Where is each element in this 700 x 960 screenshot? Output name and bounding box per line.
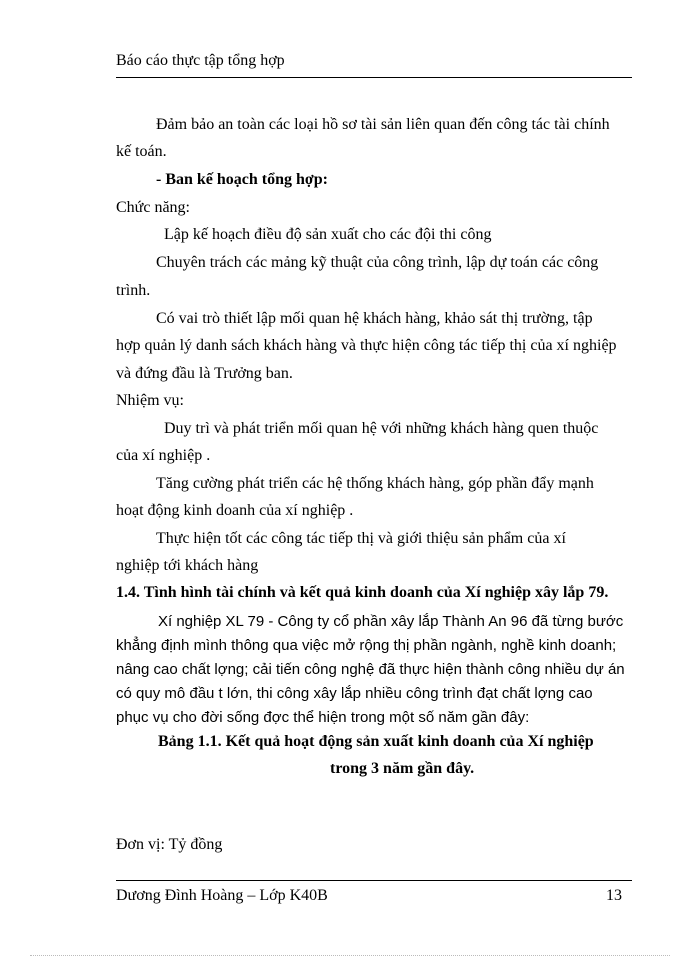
header-rule (116, 77, 632, 78)
paragraph-line: Thực hiện tốt các công tác tiếp thị và giới thiệu sản phẩm của xí (156, 530, 566, 547)
footer-author: Dương Đình Hoàng – Lớp K40B (116, 887, 328, 904)
paragraph-line: nghiệp tới khách hàng (116, 557, 259, 574)
paragraph-line: có quy mô đầu t lớn, thi công xây lắp nhiều công trình đạt chất lợng cao (116, 685, 593, 702)
paragraph-line: kế toán. (116, 143, 167, 160)
label-nhiem-vu: Nhiệm vụ: (116, 392, 184, 409)
paragraph-line: Lập kế hoạch điều độ sản xuất cho các đội thi công (164, 226, 492, 243)
page-number: 13 (606, 887, 622, 904)
section-heading: 1.4. Tình hình tài chính và kết quả kinh doanh của Xí nghiệp xây lắp 79. (116, 584, 609, 601)
paragraph-line: phục vụ cho đời sống đợc thể hiện trong một số năm gần đây: (116, 709, 530, 726)
unit-label: Đơn vị: Tỷ đồng (116, 836, 223, 853)
label-chuc-nang: Chức năng: (116, 199, 190, 216)
paragraph-line: Duy trì và phát triển mối quan hệ với những khách hàng quen thuộc (164, 420, 599, 437)
table-caption: trong 3 năm gần đây. (330, 760, 475, 777)
paragraph-line: Xí nghiệp XL 79 - Công ty cổ phần xây lắp Thành An 96 đã từng bước (158, 613, 624, 630)
page-header: Báo cáo thực tập tổng hợp (116, 52, 285, 69)
page-border (30, 955, 670, 956)
paragraph-line: hợp quản lý danh sách khách hàng và thực hiện công tác tiếp thị của xí nghiệp (116, 337, 617, 354)
paragraph-line: trình. (116, 282, 151, 299)
paragraph-line: khẳng định mình thông qua việc mở rộng thị phần ngành, nghề kinh doanh; (116, 637, 617, 654)
paragraph-line: Có vai trò thiết lập mối quan hệ khách hàng, khảo sát thị trường, tập (156, 310, 593, 327)
paragraph-line: Tăng cường phát triển các hệ thống khách hàng, góp phần đẩy mạnh (156, 475, 594, 492)
paragraph-line: hoạt động kinh doanh của xí nghiệp . (116, 502, 354, 519)
paragraph-line: Đảm bảo an toàn các loại hồ sơ tài sản liên quan đến công tác tài chính (156, 116, 610, 133)
paragraph-line: nâng cao chất lợng; cải tiến công nghệ đã thực hiện thành công nhiều dự án (116, 661, 625, 678)
paragraph-line: Chuyên trách các mảng kỹ thuật của công trình, lập dự toán các công (156, 254, 599, 271)
footer-rule (116, 880, 632, 881)
paragraph-line: của xí nghiệp . (116, 447, 211, 464)
section-subheading: - Ban kế hoạch tổng hợp: (156, 171, 329, 188)
table-caption: Bảng 1.1. Kết quả hoạt động sản xuất kinh doanh của Xí nghiệp (158, 733, 594, 750)
paragraph-line: và đứng đầu là Trưởng ban. (116, 365, 293, 382)
